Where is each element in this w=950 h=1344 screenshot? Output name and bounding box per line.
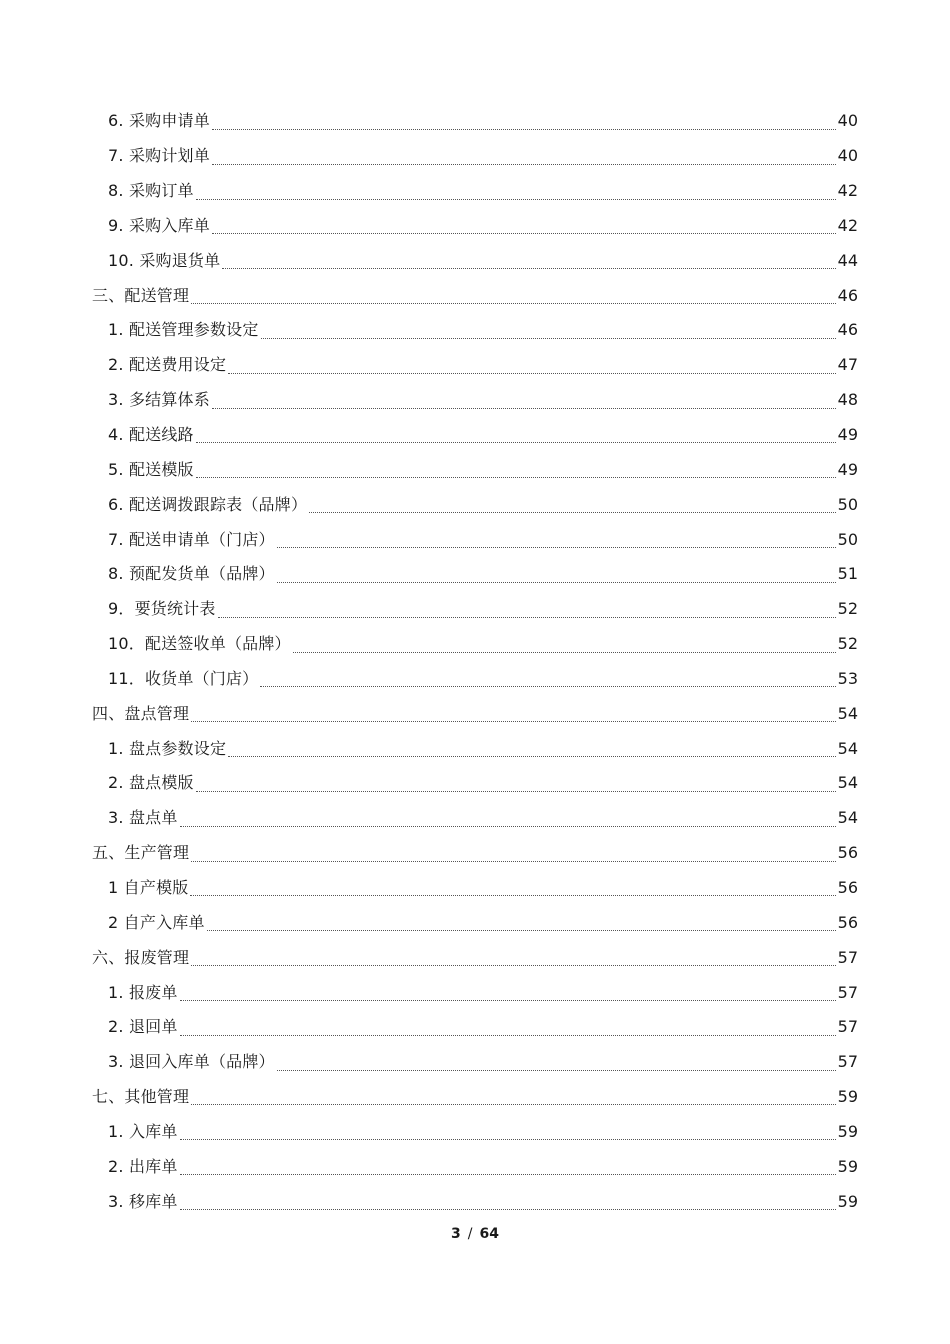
- toc-dot-leader: [309, 512, 835, 513]
- toc-subsection-entry[interactable]: [0, 174, 950, 209]
- toc-subsection-entry[interactable]: [0, 104, 950, 139]
- toc-entry-title: 3. 移库单: [108, 1191, 178, 1211]
- toc-page-number: 53: [837, 668, 858, 688]
- toc-entry-title: 1. 入库单: [108, 1121, 178, 1141]
- toc-dot-leader: [212, 408, 836, 409]
- toc-entry-title: 三、配送管理: [92, 285, 190, 305]
- toc-entry-title: 3. 盘点单: [108, 808, 178, 828]
- toc-page-number: 44: [837, 250, 858, 270]
- toc-entry-title: 1. 配送管理参数设定: [108, 320, 259, 340]
- toc-dot-leader: [228, 756, 835, 757]
- toc-entry-title: 1. 盘点参数设定: [108, 738, 227, 758]
- toc-dot-leader: [191, 721, 835, 722]
- toc-subsection-entry[interactable]: [0, 871, 950, 906]
- toc-page-number: 42: [837, 181, 858, 201]
- toc-subsection-entry[interactable]: [0, 418, 950, 453]
- toc-dot-leader: [261, 338, 836, 339]
- toc-subsection-entry[interactable]: [0, 592, 950, 627]
- toc-entry-title: 9. 采购入库单: [108, 215, 210, 235]
- toc-dot-leader: [260, 686, 835, 687]
- toc-dot-leader: [212, 129, 836, 130]
- toc-page-number: 49: [837, 459, 858, 479]
- page-separator: /: [467, 1226, 473, 1242]
- toc-section-entry[interactable]: [0, 696, 950, 731]
- toc-entry-title: 五、生产管理: [92, 843, 190, 863]
- toc-entry-title: 3. 多结算体系: [108, 390, 210, 410]
- toc-dot-leader: [191, 303, 835, 304]
- toc-dot-leader: [191, 965, 835, 966]
- toc-dot-leader: [190, 895, 835, 896]
- toc-dot-leader: [191, 861, 835, 862]
- toc-page-number: 59: [837, 1191, 858, 1211]
- toc-dot-leader: [196, 477, 836, 478]
- toc-subsection-entry[interactable]: [0, 1010, 950, 1045]
- toc-subsection-entry[interactable]: [0, 139, 950, 174]
- toc-section-entry[interactable]: [0, 940, 950, 975]
- toc-dot-leader: [218, 617, 836, 618]
- toc-entry-title: 四、盘点管理: [92, 703, 190, 723]
- toc-page-number: 50: [837, 529, 858, 549]
- toc-dot-leader: [180, 1174, 836, 1175]
- toc-page-number: 46: [837, 320, 858, 340]
- toc-page-number: 57: [837, 982, 858, 1002]
- toc-page-number: 57: [837, 1052, 858, 1072]
- toc-dot-leader: [180, 1035, 836, 1036]
- toc-subsection-entry[interactable]: [0, 487, 950, 522]
- current-page-number: 3: [451, 1226, 461, 1242]
- toc-page-number: 50: [837, 494, 858, 514]
- toc-dot-leader: [196, 199, 836, 200]
- toc-page-number: 46: [837, 285, 858, 305]
- toc-entry-title: 7. 配送申请单（门店）: [108, 529, 275, 549]
- toc-page-number: 40: [837, 111, 858, 131]
- toc-entry-title: 2. 盘点模版: [108, 773, 194, 793]
- toc-subsection-entry[interactable]: [0, 209, 950, 244]
- toc-dot-leader: [277, 1070, 836, 1071]
- toc-subsection-entry[interactable]: [0, 662, 950, 697]
- toc-entry-title: 5. 配送模版: [108, 459, 194, 479]
- toc-subsection-entry[interactable]: [0, 452, 950, 487]
- toc-entry-title: 1 自产模版: [108, 877, 189, 897]
- toc-subsection-entry[interactable]: [0, 1114, 950, 1149]
- toc-page-number: 57: [837, 1017, 858, 1037]
- toc-page-number: 57: [837, 947, 858, 967]
- toc-subsection-entry[interactable]: [0, 1184, 950, 1219]
- toc-page-number: 40: [837, 146, 858, 166]
- toc-entry-title: 6. 配送调拨跟踪表（品牌）: [108, 494, 308, 514]
- toc-dot-leader: [207, 930, 836, 931]
- toc-dot-leader: [180, 1209, 836, 1210]
- toc-entry-title: 8. 采购订单: [108, 181, 194, 201]
- toc-entry-title: 1. 报废单: [108, 982, 178, 1002]
- toc-entry-title: 2. 配送费用设定: [108, 355, 227, 375]
- toc-entry-title: 2. 退回单: [108, 1017, 178, 1037]
- toc-entry-title: 七、其他管理: [92, 1087, 190, 1107]
- toc-entry-title: 4. 配送线路: [108, 425, 194, 445]
- toc-page-number: 59: [837, 1156, 858, 1176]
- toc-section-entry[interactable]: [0, 1080, 950, 1115]
- toc-page-number: 52: [837, 599, 858, 619]
- table-of-contents: [0, 104, 950, 1219]
- toc-dot-leader: [180, 1000, 836, 1001]
- toc-page-number: 48: [837, 390, 858, 410]
- toc-page-number: 54: [837, 808, 858, 828]
- toc-entry-title: 9．要货统计表: [108, 599, 216, 619]
- toc-subsection-entry[interactable]: [0, 243, 950, 278]
- toc-dot-leader: [212, 233, 836, 234]
- toc-dot-leader: [212, 164, 836, 165]
- toc-entry-title: 2 自产入库单: [108, 912, 205, 932]
- toc-section-entry[interactable]: [0, 836, 950, 871]
- toc-page-number: 59: [837, 1087, 858, 1107]
- toc-dot-leader: [196, 791, 836, 792]
- toc-page-number: 54: [837, 773, 858, 793]
- toc-dot-leader: [222, 268, 835, 269]
- toc-page-number: 52: [837, 634, 858, 654]
- toc-page-number: 51: [837, 564, 858, 584]
- toc-entry-title: 8. 预配发货单（品牌）: [108, 564, 275, 584]
- toc-dot-leader: [180, 826, 836, 827]
- toc-dot-leader: [191, 1104, 835, 1105]
- toc-dot-leader: [277, 582, 836, 583]
- toc-page-number: 56: [837, 912, 858, 932]
- toc-subsection-entry[interactable]: [0, 313, 950, 348]
- toc-entry-title: 2. 出库单: [108, 1156, 178, 1176]
- toc-subsection-entry[interactable]: [0, 766, 950, 801]
- toc-subsection-entry[interactable]: [0, 975, 950, 1010]
- toc-page-number: 54: [837, 703, 858, 723]
- toc-subsection-entry[interactable]: [0, 1045, 950, 1080]
- toc-subsection-entry[interactable]: [0, 383, 950, 418]
- toc-subsection-entry[interactable]: [0, 731, 950, 766]
- toc-page-number: 59: [837, 1121, 858, 1141]
- toc-dot-leader: [196, 442, 836, 443]
- toc-entry-title: 10．配送签收单（品牌）: [108, 634, 291, 654]
- toc-entry-title: 10. 采购退货单: [108, 250, 221, 270]
- toc-dot-leader: [228, 373, 835, 374]
- toc-entry-title: 6. 采购申请单: [108, 111, 210, 131]
- toc-page-number: 54: [837, 738, 858, 758]
- toc-subsection-entry[interactable]: [0, 801, 950, 836]
- toc-page-number: 56: [837, 843, 858, 863]
- toc-subsection-entry[interactable]: [0, 522, 950, 557]
- toc-subsection-entry[interactable]: [0, 348, 950, 383]
- toc-entry-title: 11．收货单（门店）: [108, 668, 259, 688]
- toc-page-number: 56: [837, 877, 858, 897]
- page-footer: [0, 1226, 950, 1242]
- toc-page-number: 42: [837, 215, 858, 235]
- toc-entry-title: 7. 采购计划单: [108, 146, 210, 166]
- toc-dot-leader: [277, 547, 836, 548]
- toc-subsection-entry[interactable]: [0, 1149, 950, 1184]
- toc-subsection-entry[interactable]: [0, 905, 950, 940]
- total-page-count: 64: [479, 1226, 499, 1242]
- toc-page-number: 49: [837, 425, 858, 445]
- toc-entry-title: 3. 退回入库单（品牌）: [108, 1052, 275, 1072]
- toc-subsection-entry[interactable]: [0, 627, 950, 662]
- toc-subsection-entry[interactable]: [0, 557, 950, 592]
- toc-dot-leader: [293, 652, 836, 653]
- toc-entry-title: 六、报废管理: [92, 947, 190, 967]
- toc-page-number: 47: [837, 355, 858, 375]
- toc-dot-leader: [180, 1139, 836, 1140]
- toc-section-entry[interactable]: [0, 278, 950, 313]
